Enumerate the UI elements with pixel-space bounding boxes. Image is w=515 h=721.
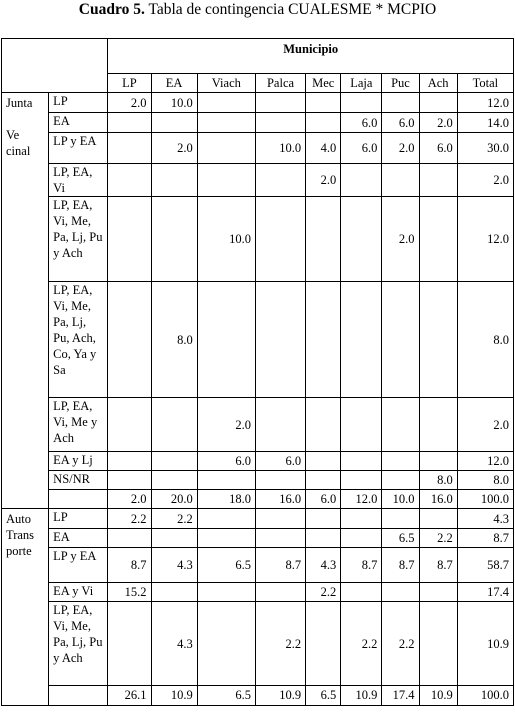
value-cell: 6.0: [255, 452, 305, 471]
value-cell: [306, 602, 341, 686]
value-cell: [197, 133, 255, 164]
category-cell: LP, EA, Vi, Me, Pa, Lj, Pu, Ach, Co, Ya y Sa: [49, 282, 108, 398]
value-cell: [382, 164, 419, 197]
value-cell: [197, 471, 255, 490]
group-label-line: Trans: [6, 528, 35, 542]
value-cell: [382, 93, 419, 113]
value-cell: 2.0: [151, 133, 197, 164]
caption-label: Cuadro 5.: [78, 1, 145, 18]
caption-title: Tabla de contingencia CUALESME * MCPIO: [148, 1, 437, 18]
group-label-line: Auto: [6, 512, 31, 526]
value-cell: 10.0: [255, 133, 305, 164]
value-cell: [197, 602, 255, 686]
value-cell: [197, 509, 255, 529]
value-cell: [419, 452, 457, 471]
category-cell: NS/NR: [49, 471, 108, 490]
value-cell: 8.0: [457, 282, 513, 398]
value-cell: 30.0: [457, 133, 513, 164]
value-cell: 12.0: [457, 93, 513, 113]
value-cell: 8.7: [382, 548, 419, 583]
value-cell: 8.7: [255, 548, 305, 583]
total-cell: 12.0: [341, 490, 382, 509]
column-header: Total: [457, 74, 513, 93]
group-label-line: Junta: [6, 96, 33, 110]
group-label-line: [6, 111, 44, 127]
value-cell: [419, 509, 457, 529]
value-cell: 2.2: [151, 509, 197, 529]
category-cell: LP, EA, Vi: [49, 164, 108, 197]
value-cell: [255, 471, 305, 490]
value-cell: 4.3: [306, 548, 341, 583]
value-cell: [151, 398, 197, 452]
value-cell: [108, 282, 151, 398]
value-cell: [108, 113, 151, 133]
total-cell: 6.0: [306, 490, 341, 509]
value-cell: [197, 529, 255, 548]
total-cell: 10.9: [341, 686, 382, 706]
value-cell: [341, 529, 382, 548]
table-row: [2, 452, 514, 471]
value-cell: 6.0: [197, 452, 255, 471]
value-cell: [419, 197, 457, 282]
value-cell: 2.2: [306, 583, 341, 602]
value-cell: [382, 452, 419, 471]
value-cell: [255, 529, 305, 548]
total-cell: 10.9: [255, 686, 305, 706]
column-header: Ach: [419, 74, 457, 93]
column-header: Viach: [197, 74, 255, 93]
column-header: Palca: [255, 74, 305, 93]
value-cell: [151, 471, 197, 490]
value-cell: [382, 509, 419, 529]
value-cell: 2.0: [197, 398, 255, 452]
value-cell: 8.0: [457, 471, 513, 490]
total-cell: 100.0: [457, 686, 513, 706]
total-cell: 20.0: [151, 490, 197, 509]
table-row: [2, 93, 514, 113]
group-label-line: porte: [6, 544, 32, 558]
value-cell: [255, 197, 305, 282]
table-row: [2, 602, 514, 686]
municipio-header: Municipio: [108, 39, 514, 74]
value-cell: 2.2: [382, 602, 419, 686]
table-row: [2, 282, 514, 398]
value-cell: 6.0: [382, 113, 419, 133]
value-cell: 12.0: [457, 197, 513, 282]
value-cell: [108, 197, 151, 282]
value-cell: 2.2: [341, 602, 382, 686]
column-header: Puc: [382, 74, 419, 93]
value-cell: [151, 583, 197, 602]
value-cell: 12.0: [457, 452, 513, 471]
value-cell: 6.5: [382, 529, 419, 548]
value-cell: [108, 471, 151, 490]
value-cell: [382, 583, 419, 602]
total-row-label: [49, 490, 108, 509]
value-cell: [382, 398, 419, 452]
table-row: [2, 133, 514, 164]
value-cell: [151, 113, 197, 133]
value-cell: [306, 93, 341, 113]
value-cell: [306, 197, 341, 282]
value-cell: [341, 282, 382, 398]
category-cell: LP: [49, 509, 108, 529]
total-row: [2, 686, 514, 706]
table-row: [2, 548, 514, 583]
column-header: Mec: [306, 74, 341, 93]
value-cell: [255, 93, 305, 113]
value-cell: [197, 583, 255, 602]
contingency-table: [1, 38, 514, 706]
group-label-line: cinal: [6, 144, 31, 158]
table-row: [2, 583, 514, 602]
category-cell: LP, EA, Vi, Me, Pa, Lj, Pu y Ach: [49, 602, 108, 686]
value-cell: [341, 452, 382, 471]
value-cell: [108, 452, 151, 471]
value-cell: [255, 509, 305, 529]
table-row: [2, 113, 514, 133]
value-cell: [255, 113, 305, 133]
value-cell: 8.7: [108, 548, 151, 583]
total-cell: 2.0: [108, 490, 151, 509]
total-cell: 16.0: [255, 490, 305, 509]
value-cell: 2.2: [419, 529, 457, 548]
header-row-group: [2, 39, 514, 74]
value-cell: 6.0: [341, 113, 382, 133]
value-cell: [306, 282, 341, 398]
column-header: EA: [151, 74, 197, 93]
value-cell: [382, 471, 419, 490]
value-cell: [197, 113, 255, 133]
value-cell: [151, 197, 197, 282]
value-cell: 4.3: [151, 548, 197, 583]
value-cell: [151, 164, 197, 197]
value-cell: [255, 398, 305, 452]
value-cell: [419, 602, 457, 686]
value-cell: [306, 452, 341, 471]
category-cell: LP, EA, Vi, Me, Pa, Lj, Pu y Ach: [49, 197, 108, 282]
total-row-label: [49, 686, 108, 706]
value-cell: [341, 93, 382, 113]
value-cell: 2.0: [382, 197, 419, 282]
value-cell: [108, 398, 151, 452]
value-cell: [306, 509, 341, 529]
value-cell: [108, 602, 151, 686]
value-cell: 8.7: [341, 548, 382, 583]
value-cell: 10.0: [151, 93, 197, 113]
value-cell: [255, 282, 305, 398]
value-cell: [341, 471, 382, 490]
value-cell: [306, 113, 341, 133]
column-header: Laja: [341, 74, 382, 93]
total-row: [2, 490, 514, 509]
value-cell: 58.7: [457, 548, 513, 583]
category-cell: EA: [49, 113, 108, 133]
total-cell: 10.0: [382, 490, 419, 509]
category-cell: EA y Lj: [49, 452, 108, 471]
header-corner: [2, 39, 108, 93]
group-label: [2, 93, 49, 509]
total-cell: 6.5: [197, 686, 255, 706]
table-row: [2, 529, 514, 548]
table-row: [2, 197, 514, 282]
value-cell: [197, 93, 255, 113]
value-cell: [197, 164, 255, 197]
value-cell: 2.2: [255, 602, 305, 686]
value-cell: 4.3: [151, 602, 197, 686]
total-cell: 10.9: [419, 686, 457, 706]
value-cell: [108, 164, 151, 197]
category-cell: LP, EA, Vi, Me y Ach: [49, 398, 108, 452]
value-cell: [151, 452, 197, 471]
value-cell: [341, 164, 382, 197]
value-cell: 8.7: [419, 548, 457, 583]
value-cell: 14.0: [457, 113, 513, 133]
value-cell: 2.0: [108, 93, 151, 113]
value-cell: 10.9: [457, 602, 513, 686]
value-cell: 8.0: [151, 282, 197, 398]
total-cell: 100.0: [457, 490, 513, 509]
value-cell: [419, 398, 457, 452]
total-cell: 16.0: [419, 490, 457, 509]
value-cell: 8.0: [419, 471, 457, 490]
value-cell: [197, 282, 255, 398]
value-cell: [341, 197, 382, 282]
value-cell: 6.0: [341, 133, 382, 164]
value-cell: [255, 583, 305, 602]
value-cell: 8.7: [457, 529, 513, 548]
value-cell: [341, 583, 382, 602]
value-cell: [255, 164, 305, 197]
value-cell: 2.0: [457, 398, 513, 452]
value-cell: [306, 398, 341, 452]
category-cell: LP y EA: [49, 548, 108, 583]
value-cell: 4.0: [306, 133, 341, 164]
total-cell: 6.5: [306, 686, 341, 706]
value-cell: [108, 529, 151, 548]
value-cell: 10.0: [197, 197, 255, 282]
category-cell: EA y Vi: [49, 583, 108, 602]
value-cell: [341, 398, 382, 452]
value-cell: [419, 282, 457, 398]
category-cell: EA: [49, 529, 108, 548]
total-cell: 17.4: [382, 686, 419, 706]
value-cell: 2.2: [108, 509, 151, 529]
value-cell: 2.0: [457, 164, 513, 197]
value-cell: [306, 529, 341, 548]
table-row: [2, 164, 514, 197]
total-cell: 10.9: [151, 686, 197, 706]
total-cell: 18.0: [197, 490, 255, 509]
value-cell: 15.2: [108, 583, 151, 602]
value-cell: 4.3: [457, 509, 513, 529]
value-cell: [419, 164, 457, 197]
group-label: [2, 509, 49, 706]
value-cell: 17.4: [457, 583, 513, 602]
value-cell: [419, 93, 457, 113]
value-cell: [151, 529, 197, 548]
value-cell: 6.5: [197, 548, 255, 583]
category-cell: LP y EA: [49, 133, 108, 164]
value-cell: [306, 471, 341, 490]
table-row: [2, 471, 514, 490]
table-row: [2, 398, 514, 452]
value-cell: 2.0: [419, 113, 457, 133]
value-cell: [108, 133, 151, 164]
value-cell: [341, 509, 382, 529]
table-caption: [0, 0, 515, 24]
table-row: [2, 509, 514, 529]
group-label-line: Ve: [6, 128, 20, 142]
category-cell: LP: [49, 93, 108, 113]
value-cell: 2.0: [382, 133, 419, 164]
column-header: LP: [108, 74, 151, 93]
value-cell: [419, 583, 457, 602]
total-cell: 26.1: [108, 686, 151, 706]
value-cell: 6.0: [419, 133, 457, 164]
value-cell: 2.0: [306, 164, 341, 197]
value-cell: [382, 282, 419, 398]
